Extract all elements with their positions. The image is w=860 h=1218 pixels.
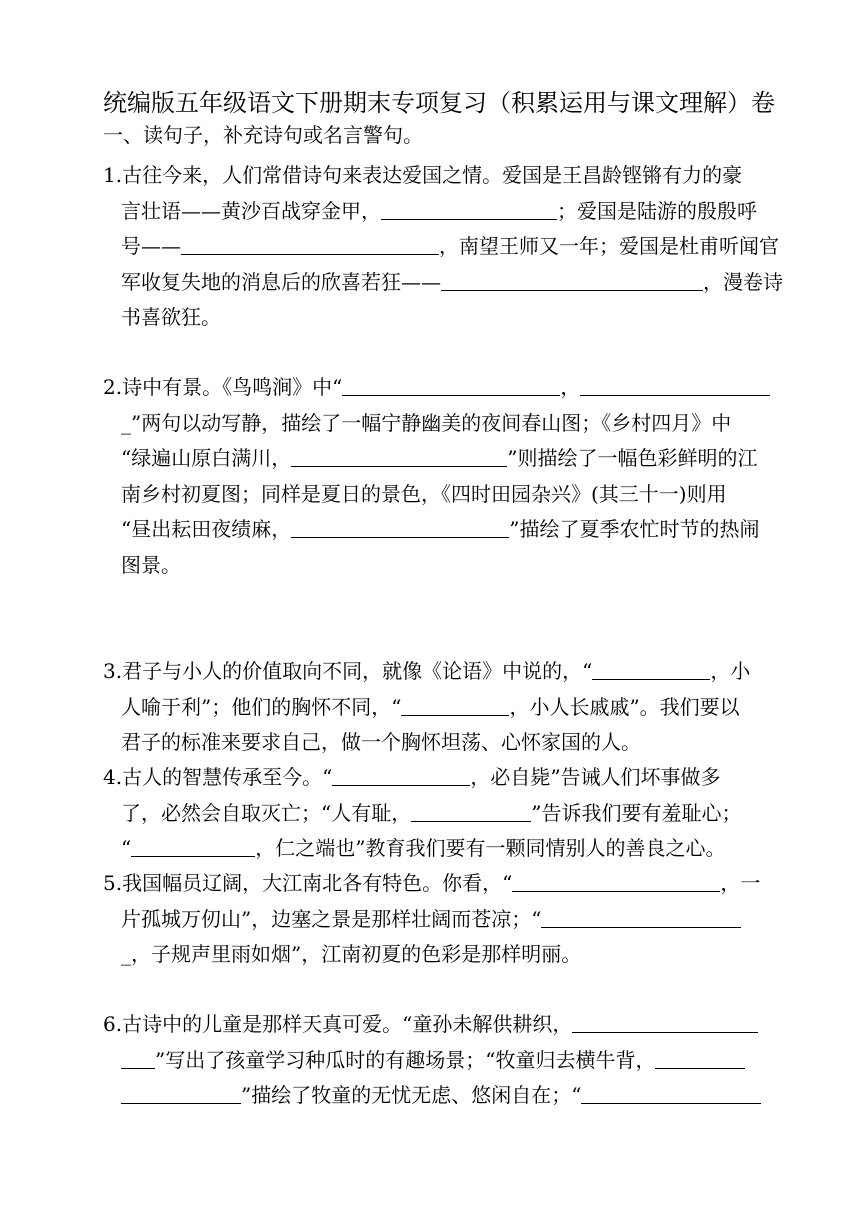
question-text: ，漫卷诗 <box>703 269 783 294</box>
question-text: 诗中有景。《鸟鸣涧》中“ <box>122 375 343 399</box>
question-number: 2. <box>103 375 123 399</box>
question-text: 古人的智慧传承至今。“ <box>122 765 333 789</box>
question-text: “ <box>121 836 132 860</box>
question-text: ”写出了孩童学习种瓜时的有趣场景；“牧童归去横牛背， <box>155 1047 656 1072</box>
question-text: ，必自毙”告诫人们坏事做多 <box>470 765 721 789</box>
question-text: ”告诉我们要有羞耻心； <box>531 800 742 825</box>
question-number: 4. <box>103 765 123 789</box>
fill-blank[interactable] <box>401 693 509 716</box>
question-text: _”两句以动写静，描绘了一幅宁静幽美的夜间春山图；《乡村四月》中 <box>121 410 732 435</box>
question-1 <box>103 158 823 336</box>
fill-blank[interactable] <box>291 515 509 538</box>
question-text: _，子规声里雨如烟”，江南初夏的色彩是那样明丽。 <box>121 942 582 966</box>
question-text: 书喜欲狂。 <box>121 305 221 329</box>
question-text: 君子的标准来要求自己，做一个胸怀坦荡、心怀家国的人。 <box>121 730 641 754</box>
fill-blank[interactable] <box>572 1010 758 1033</box>
fill-blank[interactable] <box>592 657 710 680</box>
fill-blank[interactable] <box>411 799 531 822</box>
question-text: 片孤城万仞山”，边塞之景是那样壮阔而苍凉；“ <box>121 906 542 931</box>
fill-blank[interactable] <box>131 834 255 857</box>
question-text: ，南望王师又一年；爱国是杜甫听闻官 <box>439 234 779 258</box>
question-text: “昼出耘田夜绩麻， <box>121 517 292 541</box>
question-text: 南乡村初夏图；同样是夏日的景色，《四时田园杂兴》(其三十一)则用 <box>121 481 727 506</box>
fill-blank[interactable] <box>342 373 560 396</box>
question-text: 人喻于利”；他们的胸怀不同，“ <box>121 694 402 719</box>
question-text: 古往今来，人们常借诗句来表达爱国之情。爱国是王昌龄铿锵有力的豪 <box>122 163 743 187</box>
question-text: ”则描绘了一幅色彩鲜明的江 <box>507 446 758 470</box>
question-text: 了，必然会自取灭亡；“人有耻， <box>121 800 412 825</box>
question-text: 图景。 <box>121 552 181 577</box>
question-6 <box>103 1007 823 1114</box>
question-number: 5. <box>103 871 123 895</box>
question-number: 3. <box>103 659 123 683</box>
fill-blank[interactable] <box>291 444 507 467</box>
section-heading: 一、读句子，补充诗句或名言警句。 <box>103 123 423 147</box>
question-text: 言壮语——黄沙百战穿金甲， <box>121 198 381 223</box>
fill-blank[interactable] <box>541 905 741 928</box>
question-text: 号—— <box>121 234 181 258</box>
fill-blank[interactable] <box>121 1081 241 1104</box>
question-text: ；爱国是陆游的殷殷呼 <box>557 198 757 223</box>
fill-blank[interactable] <box>181 232 439 255</box>
fill-blank[interactable] <box>332 763 470 786</box>
question-text: ，小人长戚戚”。我们要以 <box>509 694 740 719</box>
question-text: “绿遍山原白满川， <box>121 446 292 470</box>
question-text: 古诗中的儿童是那样天真可爱。“童孙未解供耕织， <box>122 1012 573 1036</box>
question-text: ”描绘了牧童的无忧无虑、悠闲自在；“ <box>241 1083 582 1107</box>
question-text: 我国幅员辽阔，大江南北各有特色。你看，“ <box>122 871 513 895</box>
question-4 <box>103 760 823 867</box>
fill-blank[interactable] <box>441 268 703 291</box>
question-text: ， <box>560 375 581 399</box>
question-text: ，一 <box>720 871 761 895</box>
question-5 <box>103 866 823 973</box>
page-title: 统编版五年级语文下册期末专项复习（积累运用与课文理解）卷 <box>103 89 775 117</box>
fill-blank[interactable] <box>655 1046 745 1069</box>
fill-blank[interactable] <box>580 373 770 396</box>
question-2 <box>103 370 823 583</box>
fill-blank[interactable] <box>581 1081 761 1104</box>
fill-blank[interactable] <box>381 197 557 220</box>
question-number: 1. <box>103 163 123 187</box>
question-text: 君子与小人的价值取向不同，就像《论语》中说的，“ <box>122 659 593 683</box>
fill-blank[interactable] <box>121 1046 155 1069</box>
question-number: 6. <box>103 1012 123 1036</box>
question-text: ”描绘了夏季农忙时节的热闹 <box>509 517 760 541</box>
question-text: 军收复失地的消息后的欣喜若狂—— <box>121 269 441 294</box>
question-text: ，仁之端也”教育我们要有一颗同情别人的善良之心。 <box>255 836 726 860</box>
question-3 <box>103 654 823 761</box>
question-text: ，小 <box>710 659 751 683</box>
fill-blank[interactable] <box>512 869 720 892</box>
